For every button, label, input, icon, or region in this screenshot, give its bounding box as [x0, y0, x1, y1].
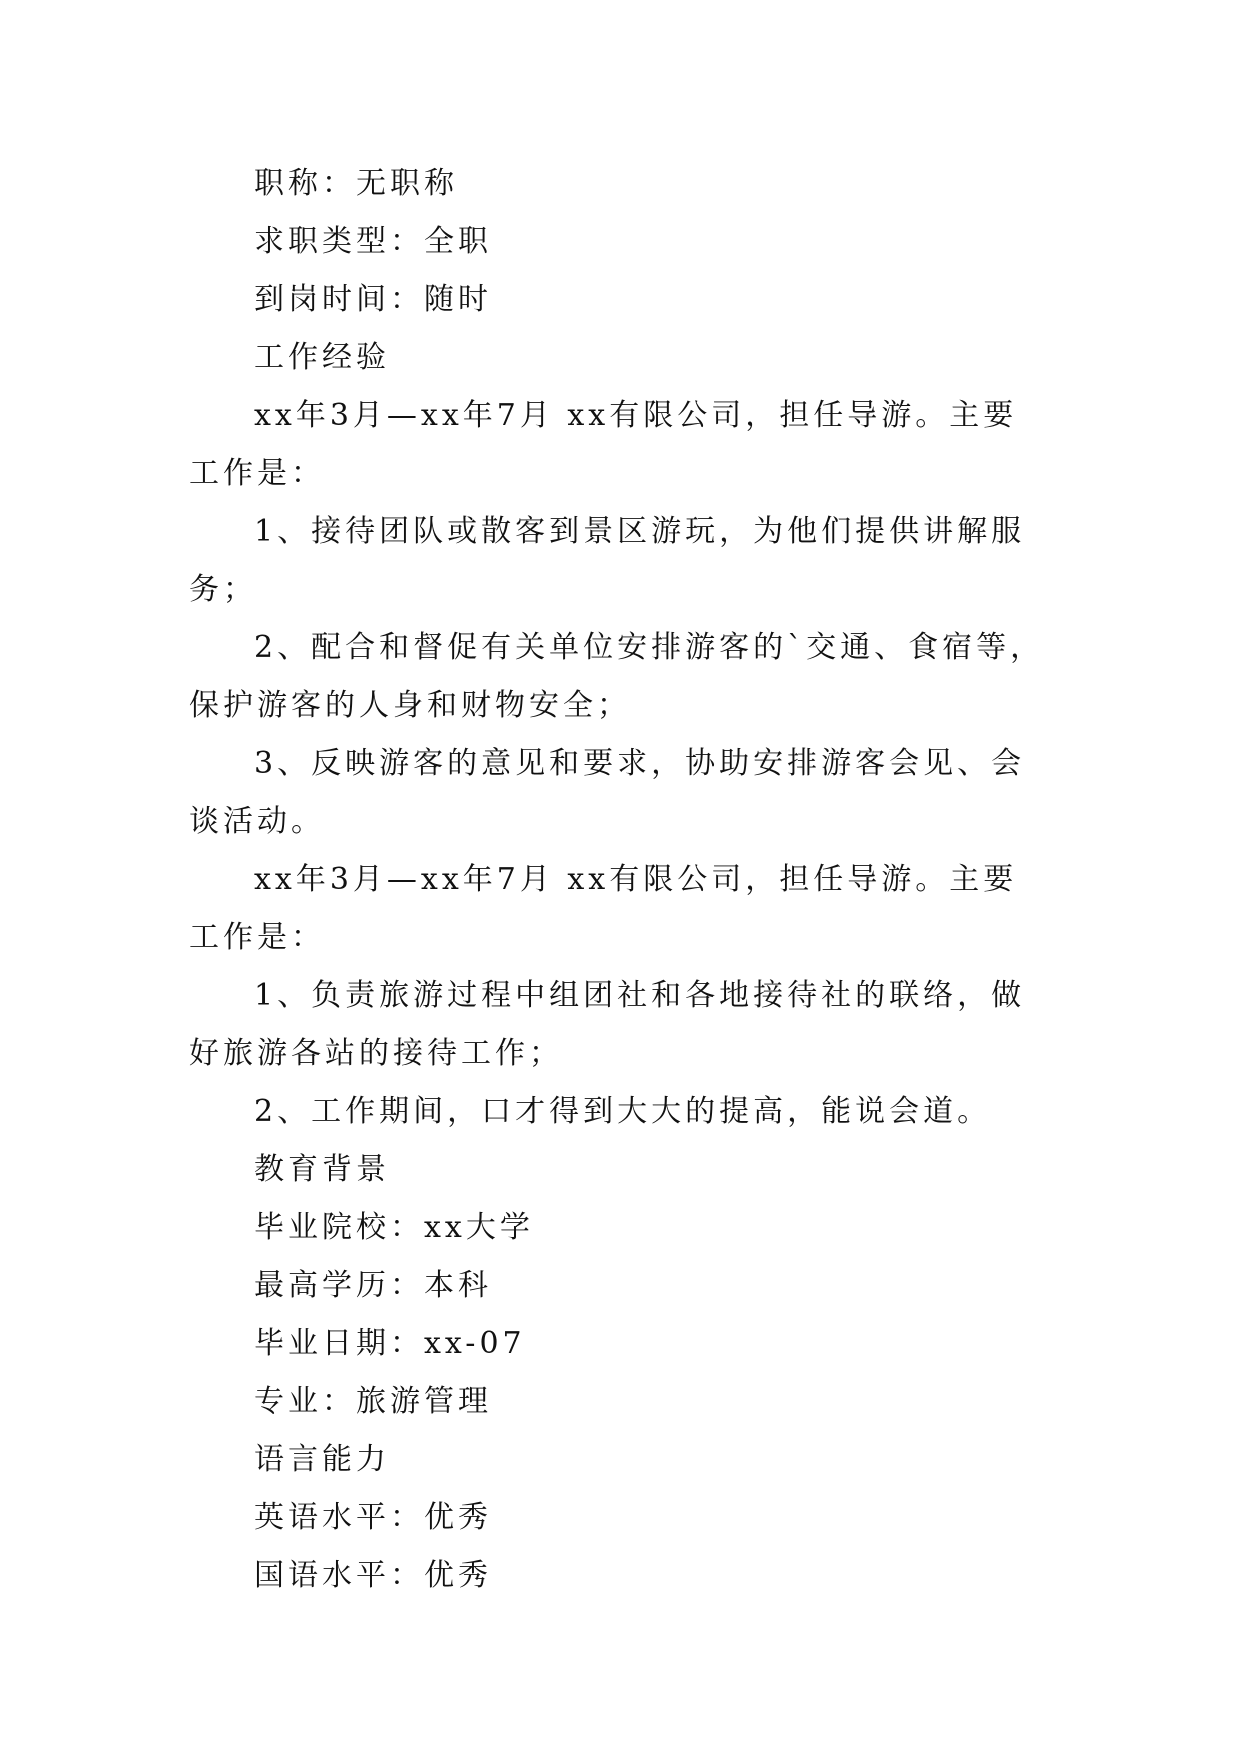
paragraph-major: 专业：旅游管理 — [254, 1384, 492, 1419]
paragraph-job-1-duty-3: 3、反映游客的意见和要求，协助安排游客会见、会谈活动。 — [189, 746, 1026, 839]
paragraph-start-time: 到岗时间：随时 — [254, 282, 492, 317]
paragraph-job-1-header: xx年3月—xx年7月 xx有限公司，担任导游。主要工作是： — [189, 398, 1018, 491]
document-body — [189, 155, 1051, 1605]
paragraph-degree: 最高学历：本科 — [254, 1268, 492, 1303]
paragraph-job-2-duty-1: 1、负责旅游过程中组团社和各地接待社的联络，做好旅游各站的接待工作； — [189, 978, 1026, 1071]
paragraph-job-2-duty-2: 2、工作期间，口才得到大大的提高，能说会道。 — [254, 1094, 992, 1129]
paragraph-school: 毕业院校：xx大学 — [254, 1210, 534, 1245]
paragraph-graduation-date: 毕业日期：xx-07 — [254, 1326, 526, 1361]
paragraph-mandarin-level: 国语水平：优秀 — [254, 1558, 492, 1593]
section-heading-education: 教育背景 — [254, 1152, 390, 1187]
section-heading-language: 语言能力 — [254, 1442, 390, 1477]
paragraph-title: 职称：无职称 — [254, 166, 458, 201]
paragraph-job-type: 求职类型：全职 — [254, 224, 492, 259]
paragraph-job-1-duty-2: 2、配合和督促有关单位安排游客的`交通、食宿等，保护游客的人身和财物安全； — [189, 630, 1045, 723]
paragraph-job-1-duty-1: 1、接待团队或散客到景区游玩，为他们提供讲解服务； — [189, 514, 1026, 607]
paragraph-english-level: 英语水平：优秀 — [254, 1500, 492, 1535]
section-heading-work-experience: 工作经验 — [254, 340, 390, 375]
paragraph-job-2-header: xx年3月—xx年7月 xx有限公司，担任导游。主要工作是： — [189, 862, 1018, 955]
